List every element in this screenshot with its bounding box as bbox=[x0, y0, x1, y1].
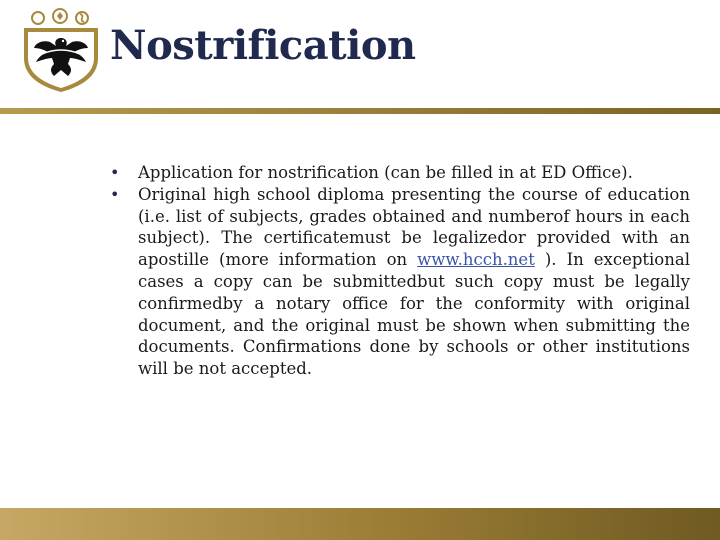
eagle-crest-icon bbox=[20, 6, 102, 94]
list-item bbox=[110, 162, 690, 184]
list-item bbox=[110, 184, 690, 380]
bullet-icon: • bbox=[110, 184, 120, 204]
hcch-link[interactable]: www.hcch.net bbox=[417, 250, 535, 270]
header-divider bbox=[0, 108, 720, 114]
footer-band bbox=[0, 508, 720, 540]
bullet-icon: • bbox=[110, 163, 120, 182]
bullet-text-after-link: ). In exceptional cases a copy can be submittedbut such copy must be legally confirmedby a notary office for the conformity with original document, and the original must be shown when submitting the documents. Confirmations done by schools or other institutions will be not accepted. bbox=[138, 250, 690, 379]
page-title: Nostrification bbox=[110, 22, 416, 69]
bullet-text: Application for nostrification (can be filled in at ED Office). bbox=[138, 163, 633, 182]
bullet-text-before-link: Original high school diploma presenting the course of education (i.e. list of subjects, grades obtained and numberof hours in each subject). The certificatemust be legalizedor provided with an apostille (more information on bbox=[138, 184, 690, 270]
bullet-list bbox=[110, 162, 690, 380]
university-crest-logo bbox=[20, 6, 102, 94]
